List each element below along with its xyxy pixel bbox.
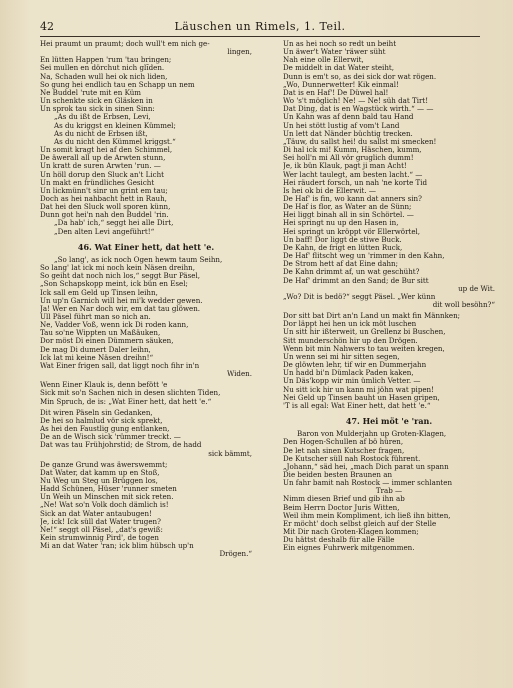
text-line: De äwerall all up de Arwten stunn, <box>40 154 166 163</box>
text-line: Wenn bit min Nahwers to tau weiten kregen, <box>283 344 445 353</box>
text-line: Un lickmünn't sinr un grint em tau; <box>40 186 168 195</box>
text-line: Hei liggt binah all in sin Schörtel. — <box>283 211 414 220</box>
text-line: Dunn is em't so, as dei sick dor wat rögen. <box>283 72 437 81</box>
text-line: Die beiden besten Braunen an <box>283 470 393 479</box>
text-line: Tau so'ne Wippten un Maßäuken, <box>40 329 161 338</box>
text-line: Sei mullen en dörchut nich glĭden. <box>40 64 165 73</box>
text-line: Wat Einer frigen sall, dat liggt noch fihr in'n <box>40 361 200 370</box>
text-line: Dor sitt bat Dirt an'n Land un makt fin Männken; <box>283 312 461 321</box>
text-line: So lang' lat ick mi noch kein Näsen dreihn, <box>40 264 195 273</box>
text-line: De an de Wisch sick 'rümmer treckt. — <box>40 433 181 442</box>
section-heading: 46. Wat Einer hett, dat hett 'e. <box>77 242 215 251</box>
text-line: Sick mit so'n Sachen nich in desen slichten Tiden, <box>40 389 221 398</box>
text-line: Dor läppt hei hen un ick möt luschen <box>283 320 417 329</box>
text-line: Un Kahn was af denn bald tau Hand <box>283 113 414 122</box>
text-line: Nu Weg un Steg un Brüggen los, <box>40 476 158 485</box>
text-line: Un hei stött lustig af vom't Land <box>283 121 400 130</box>
text-line: Un makt en fründliches Gesicht <box>40 178 155 187</box>
text-line: „Da hab' ich,“ seggt hei alle Dirt, <box>54 219 174 228</box>
text-line: Na, Schaden wull hei ok nich liden, <box>40 72 168 81</box>
text-line: De ganze Grund was äwerswemmt; <box>40 460 168 469</box>
text-line: „Den alten Levi angeführt!“ <box>54 227 155 236</box>
text-line: So gung hei endlich tau en Schapp un nem <box>40 80 195 89</box>
text-line: Un sprok tau sick in sinen Sinn: <box>40 105 155 114</box>
text-line: „Ne! Wat so'n Volk doch dämlich is! <box>40 501 169 510</box>
text-line: Beim Herrn Doctor Juris Witten, <box>283 503 400 512</box>
text-line: Un höll dorup den Sluck an't Licht <box>40 170 165 179</box>
text-line: Wo 's't möglich! Ne! — Ne! süh dat Tirt! <box>283 97 429 106</box>
text-line: Mit Dir nach Groten-Klagen kommen; <box>283 528 419 537</box>
text-line: Hadd Schünen, Hüser 'runner smeten <box>40 485 177 494</box>
text-line: Hei praumt un praumt; doch wull't em nich ge- <box>40 40 210 48</box>
text-line: De hei so halmlud vör sick sprekt, <box>40 416 163 425</box>
text-line: lingen, <box>227 48 252 57</box>
text-line: Je, ick! Ick süll dat Water trugen? <box>40 517 161 526</box>
text-line: Ne Buddel 'rute mit en Küm <box>40 88 142 97</box>
text-line: De Haf' is fin, wo kann dat anners sin? <box>283 194 422 203</box>
text-line: Un lett dat Nänder büchtig trecken. <box>283 129 413 138</box>
text-line: „Wo, Dunnerwetter! Kik einmal! <box>283 80 399 89</box>
text-line: Sei holl'n mi All vör gruglich dumm! <box>283 154 414 163</box>
text-line: De Kutscher süll nah Rostock führent. <box>283 454 421 463</box>
text-line: As du nicht de Erbsen ißt, <box>54 129 148 138</box>
text-line: Un somit kragt hei af den Schimmel, <box>40 146 173 155</box>
text-line: As hei den Faustlig gung entlanken, <box>40 425 170 434</box>
text-line: Un baff! Dor liggt de stiwe Buck. <box>283 235 402 244</box>
text-line: Er möcht' doch selbst gleich auf der Stelle <box>283 519 437 528</box>
text-line: Baron von Mulderjahn up Groten-Klagen, <box>297 430 447 439</box>
text-line: En lütten Happen 'rum 'tau bringen; <box>40 56 172 65</box>
text-line: Ick lat mi keine Näsen dreihn!“ <box>40 353 154 362</box>
text-line: Dat hei den Sluck woll sporen künn, <box>40 203 171 212</box>
running-title: Läuschen un Rimels, 1. Teil. <box>174 20 346 33</box>
text-line: Dat was tau Frühjohrstid; de Strom, de hadd <box>40 441 202 450</box>
text-line: Un wenn sei mi hir sitten segen, <box>283 352 400 361</box>
right-text-column <box>283 40 495 640</box>
text-line: Min Spruch, de is: „Wat Einer hett, dat hett 'e.“ <box>40 397 212 406</box>
running-header <box>40 20 480 37</box>
text-line: Ull Päsel führt man so nich an. <box>40 313 151 321</box>
text-line: Un up'n Garnich will hei mi'k wedder gewen. <box>40 296 203 305</box>
text-line: up de Wit. <box>458 284 495 293</box>
text-line: Un sitt hir ißterweit, un Grellenz bi Buschen, <box>283 328 446 337</box>
text-line: Dor möst Di einen Dümmern säuken, <box>40 337 174 346</box>
text-line: Sitt munderschön hir up den Drögen. <box>283 336 418 345</box>
section-heading: 47. Hei möt 'e 'ran. <box>345 417 433 426</box>
text-line: Dat Ding, dat is en Wagstück wirth.“ — — <box>283 105 434 114</box>
text-line: Ne, Vadder Voß, wenn ick Di roden kann, <box>40 321 189 330</box>
text-line: 'T is all egal: Wat Einer hett, dat hett 'e.“ <box>283 401 431 410</box>
text-line: De let nah sinen Kutscher fragen, <box>283 446 405 455</box>
text-line: De glöwten lehr, tif wir en Dummerjahn <box>283 361 427 370</box>
text-line: Un kratt de suren Arwten 'run. — <box>40 162 161 171</box>
text-line: So geiht dat noch nich los,“ seggt Bur Päsel, <box>40 272 201 281</box>
left-text-column <box>40 40 252 640</box>
text-line: Drögen.“ <box>219 550 252 559</box>
text-line: Un hadd bi'n Dümlack Paden kaken, <box>283 369 414 378</box>
text-line: Mi an dat Water 'ran; ick blim hübsch up'n <box>40 542 194 551</box>
text-line: Un Weih un Minschen mit sick reten. <box>40 493 174 502</box>
text-line: dit woll besöhn?“ <box>432 301 495 309</box>
text-line: „So lang', as ick noch Ogen hewm taum Seihn, <box>54 255 223 264</box>
text-line: Dat is en Haf'! De Düwel hal! <box>283 88 389 97</box>
text-line: As du kriggst en kleinen Kümmel; <box>54 121 176 130</box>
text-line: Wenn Einer Klauk is, denn befött 'e <box>40 381 168 390</box>
text-line: Je, ik bün Klauk, pagt ji man Acht! <box>283 162 407 171</box>
page-number: 42 <box>40 20 54 33</box>
text-line: „Johann,“ säd hei, „mach Dich parat un spann <box>283 462 449 471</box>
text-line: Di hal ick mi! Kumm, Häschen, kumm, <box>283 146 422 155</box>
text-line: Hei springt un kröppt vör Ellerwörtel, <box>283 227 421 236</box>
text-line: Widen. <box>227 370 252 379</box>
text-line: Sick an dat Water antaubugen! <box>40 509 152 518</box>
text-line: De Haf is flor, as Water an de Sünn; <box>283 203 412 212</box>
text-line: Trab — <box>375 487 403 496</box>
text-line: Un äwer't Water 'räwer süht <box>283 48 386 57</box>
text-line: „Wo? Dit is bedö?“ seggt Päsel. „Wer künn <box>283 292 436 301</box>
text-line: „Son Schapskopp meint, ick bün en Esel; <box>40 280 188 289</box>
text-line: De Haf' drimmt an den Sand; de Bur sitt <box>283 276 429 285</box>
text-line: Nah eine olle Ellerwit, <box>283 56 364 65</box>
text-line: Is hei ok bi de Ellerwit. — <box>283 186 376 195</box>
text-line: Ja! Wer en Nar doch wir, em dat tau glöwen. <box>40 304 201 313</box>
text-line: sick bämmt, <box>208 449 252 458</box>
text-line: Den Hogen-Schullen af bö hüren, <box>283 438 404 447</box>
text-line: „As du ißt de Erbsen, Levi, <box>54 113 151 122</box>
text-line: De Kahn, de frigt en lütten Ruck, <box>283 243 403 252</box>
text-line: De middelt in dat Water steiht, <box>283 64 394 73</box>
text-line: Kein strumwinnig Pird', de togen <box>40 534 159 543</box>
text-line: De Haf' flitscht weg un 'rimmer in den Kahn, <box>283 252 445 261</box>
text-line: Nu sitt ick hir un kann mi jöhn wat pipen! <box>283 385 434 394</box>
text-line: Doch as hei nahbacht hett in Rauh, <box>40 194 167 203</box>
text-line: Un Däs'kopp wir min ümlich Vetter. — <box>283 377 421 386</box>
text-line: Hei räudert forsch, un nah 'ne korte Tid <box>283 178 428 187</box>
text-line: Hei springt nu up den Hasen in, <box>283 219 399 228</box>
text-line: Ne!“ seggt oll Päsel, „dat's gewiß: <box>40 525 163 534</box>
text-line: Nimm diesen Brief und gib ihn ab <box>283 495 405 504</box>
text-line: Ein eignes Fuhrwerk mitgenommen. <box>283 544 415 553</box>
text-line: Dat Water, dat kamm up en Stoß, <box>40 468 160 477</box>
text-line: Un schenkte sick en Gläsken in <box>40 97 153 106</box>
text-line: Weil ihm mein Kompliment, ich ließ ihn bitten, <box>283 511 451 520</box>
text-line: Wer lacht taulegt, am besten lacht.“ — <box>283 170 423 179</box>
text-line: De Kahn drimmt af, un wat geschüht? <box>283 268 420 277</box>
text-line: De Strom hett af dat Eine dahn; <box>283 260 398 269</box>
text-line: Dunn got hei'n nah den Buddel 'rin. <box>40 211 169 220</box>
text-line: De mag Di dumert Daler leihn, <box>40 345 151 354</box>
text-line: Un as hei noch so redt un beiht <box>283 40 397 48</box>
text-line: Dit wiren Päseln sin Gedanken, <box>40 408 153 417</box>
text-line: Ick sall em Geld up Tinsen leihn, <box>40 288 158 297</box>
text-line: Nei Geld up Tinsen bauht un Hasen gripen, <box>283 393 440 402</box>
text-line: Un fahr bamit nah Rostock — immer schlanten <box>283 479 453 488</box>
text-line: As du nicht den Kümmel kriggst.“ <box>54 137 176 146</box>
text-line: Du hättst deshalb für alle Fälle <box>283 536 395 545</box>
text-line: „Täuw, du sallst hei! du sallst mi smecken! <box>283 137 437 146</box>
